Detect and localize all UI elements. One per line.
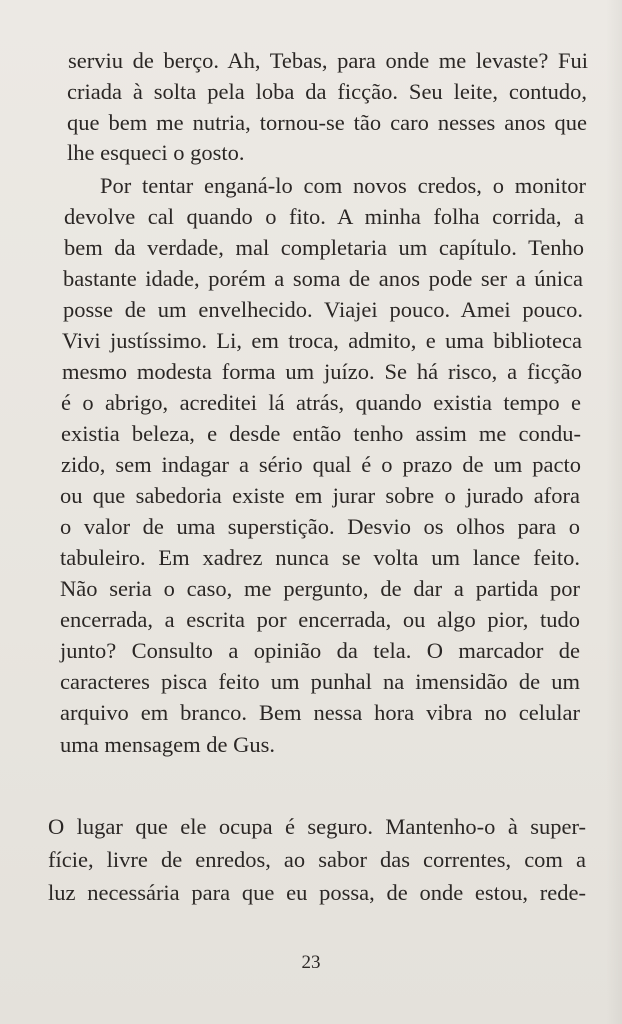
text-line: tabuleiro. Em xadrez nunca se volta um lance feito. (60, 545, 580, 570)
text-line: lhe esqueci o gosto. (67, 140, 245, 165)
text-line: existia beleza, e desde então tenho assim me condu- (61, 421, 581, 446)
page-edge-shadow (606, 0, 622, 1024)
text-line: bastante idade, porém a soma de anos pode ser a única (63, 266, 583, 291)
page-number: 23 (301, 952, 321, 973)
text-line: o valor de uma superstição. Desvio os olhos para o (60, 514, 580, 539)
text-line: criada à solta pela loba da ficção. Seu leite, contudo, (67, 79, 587, 104)
text-line: caracteres pisca feito um punhal na imensidão de um (60, 669, 580, 694)
text-line: mesmo modesta forma um juízo. Se há risco, a ficção (62, 359, 582, 384)
text-line: junto? Consulto a opinião da tela. O marcador de (60, 638, 580, 663)
text-line: serviu de berço. Ah, Tebas, para onde me levaste? Fui (68, 48, 588, 73)
text-line: é o abrigo, acreditei lá atrás, quando existia tempo e (61, 390, 581, 415)
text-line: zido, sem indagar a sério qual é o prazo de um pacto (61, 452, 581, 477)
text-line: que bem me nutria, tornou-se tão caro nesses anos que (67, 110, 587, 135)
text-line: encerrada, a escrita por encerrada, ou algo pior, tudo (60, 607, 580, 632)
text-line: Por tentar enganá-lo com novos credos, o monitor (100, 173, 586, 198)
text-line: uma mensagem de Gus. (60, 732, 275, 757)
text-line: posse de um envelhecido. Viajei pouco. Amei pouco. (63, 297, 583, 322)
text-line: ou que sabedoria existe em jurar sobre o jurado afora (60, 483, 580, 508)
text-line: O lugar que ele ocupa é seguro. Mantenho-o à super- (48, 814, 586, 839)
text-line: luz necessária para que eu possa, de onde estou, rede- (48, 880, 586, 905)
text-line: Não seria o caso, me pergunto, de dar a partida por (60, 576, 580, 601)
text-line: Vivi justíssimo. Li, em troca, admito, e uma biblioteca (62, 328, 582, 353)
text-line: devolve cal quando o fito. A minha folha corrida, a (64, 204, 584, 229)
text-line: fície, livre de enredos, ao sabor das correntes, com a (48, 847, 586, 872)
text-line: bem da verdade, mal completaria um capítulo. Tenho (64, 235, 584, 260)
text-line: arquivo em branco. Bem nessa hora vibra no celular (60, 700, 580, 725)
